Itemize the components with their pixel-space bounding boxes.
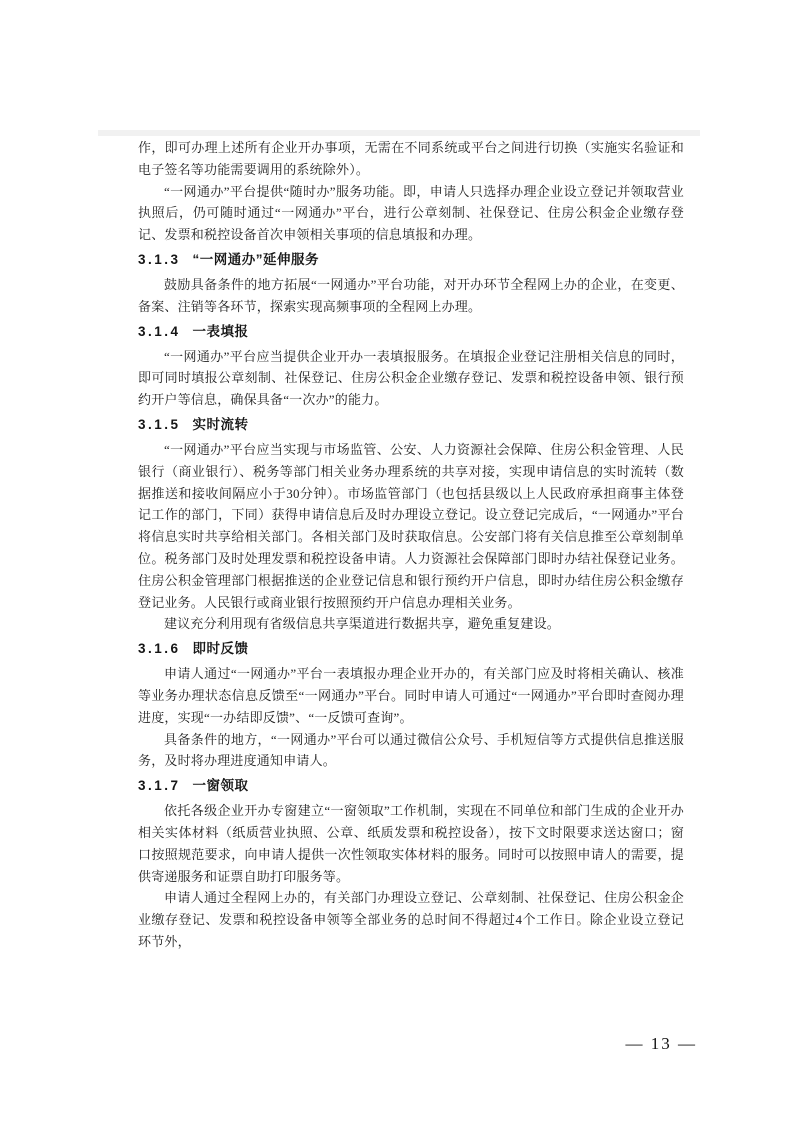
body-paragraph: “一网通办”平台应当提供企业开办一表填报服务。在填报企业登记注册相关信息的同时，即可同时填报公章刻制、社保登记、住房公积金企业缴存登记、发票和税控设备申领、银行预约开户等信息，确保具备“一次办”的能力。 — [138, 348, 684, 408]
body-paragraph: “一网通办”平台应当实现与市场监管、公安、人力资源社会保障、住房公积金管理、人民银行（商业银行）、税务等部门相关业务办理系统的共享对接，实现申请信息的实时流转（数据推送和接收间隔应小于30分钟）。市场监管部门（也包括县级以上人民政府承担商事主体登记工作的部门，下同）获得申请信息后及时办理设立登记。设立登记完成后，“一网通办”平台将信息实时共享给相关部门。各相关部门及时获取信息。公安部门将有关信息推至公章刻制单位。税务部门及时处理发票和税控设备申请。人力资源社会保障部门即时办结社保登记业务。住房公积金管理部门根据推送的企业登记信息和银行预约开户信息，即时办结住房公积金缴存登记业务。人民银行或商业银行按照预约开户信息办理相关业务。 — [138, 441, 684, 610]
section-title: 实时流转 — [192, 416, 249, 432]
page-number: — 13 — — [625, 1034, 697, 1053]
section-number: 3.1.5 — [138, 416, 181, 432]
body-paragraph: 作，即可办理上述所有企业开办事项，无需在不同系统或平台之间进行切换（实施实名验证和电子签名等功能需要调用的系统除外）。 — [138, 140, 684, 177]
section-number: 3.1.6 — [138, 641, 181, 657]
body-paragraph: “一网通办”平台提供“随时办”服务功能。即，申请人只选择办理企业设立登记并领取营业执照后，仍可随时通过“一网通办”平台，进行公章刻制、社保登记、住房公积金企业缴存登记、发票和税控设备首次申领相关事项的信息填报和办理。 — [138, 183, 684, 243]
section-heading — [138, 638, 684, 660]
page-content — [138, 137, 684, 953]
body-paragraph: 建议充分利用现有省级信息共享渠道进行数据共享，避免重复建设。 — [164, 616, 561, 632]
body-paragraph: 具备条件的地方，“一网通办”平台可以通过微信公众号、手机短信等方式提供信息推送服务，及时将办理进度通知申请人。 — [138, 731, 684, 769]
scan-artifact-band — [98, 130, 700, 136]
section-heading — [138, 249, 684, 271]
body-paragraph: 依托各级企业开办专窗建立“一窗领取”工作机制，实现在不同单位和部门生成的企业开办相关实体材料（纸质营业执照、公章、纸质发票和税控设备），按下文时限要求送达窗口；窗口按照规范要求，向申请人提供一次性领取实体材料的服务。同时可以按照申请人的需要，提供寄递服务和证票自助打印服务等。 — [138, 803, 684, 884]
section-title: 即时反馈 — [192, 641, 249, 657]
section-title: 一表填报 — [192, 323, 249, 339]
body-paragraph: 申请人通过全程网上办的，有关部门办理设立登记、公章刻制、社保登记、住房公积金企业缴存登记、发票和税控设备申领等全部业务的总时间不得超过4个工作日。除企业设立登记环节外， — [138, 890, 684, 949]
body-paragraph: 申请人通过“一网通办”平台一表填报办理企业开办的，有关部门应及时将相关确认、核准等业务办理状态信息反馈至“一网通办”平台。同时申请人可通过“一网通办”平台即时查阅办理进度，实现“一办结即反馈”、“一反馈可查询”。 — [138, 666, 684, 725]
body-paragraph: 鼓励具备条件的地方拓展“一网通办”平台功能，对开办环节全程网上办的企业，在变更、备案、注销等各环节，探索实现高频事项的全程网上办理。 — [138, 276, 684, 314]
section-heading — [138, 321, 684, 343]
section-heading — [138, 775, 684, 797]
section-number: 3.1.7 — [138, 778, 181, 794]
section-title: “一网通办”延伸服务 — [192, 251, 320, 267]
section-number: 3.1.3 — [138, 251, 181, 267]
section-number: 3.1.4 — [138, 323, 181, 339]
section-heading — [138, 414, 684, 436]
section-title: 一窗领取 — [192, 778, 249, 794]
